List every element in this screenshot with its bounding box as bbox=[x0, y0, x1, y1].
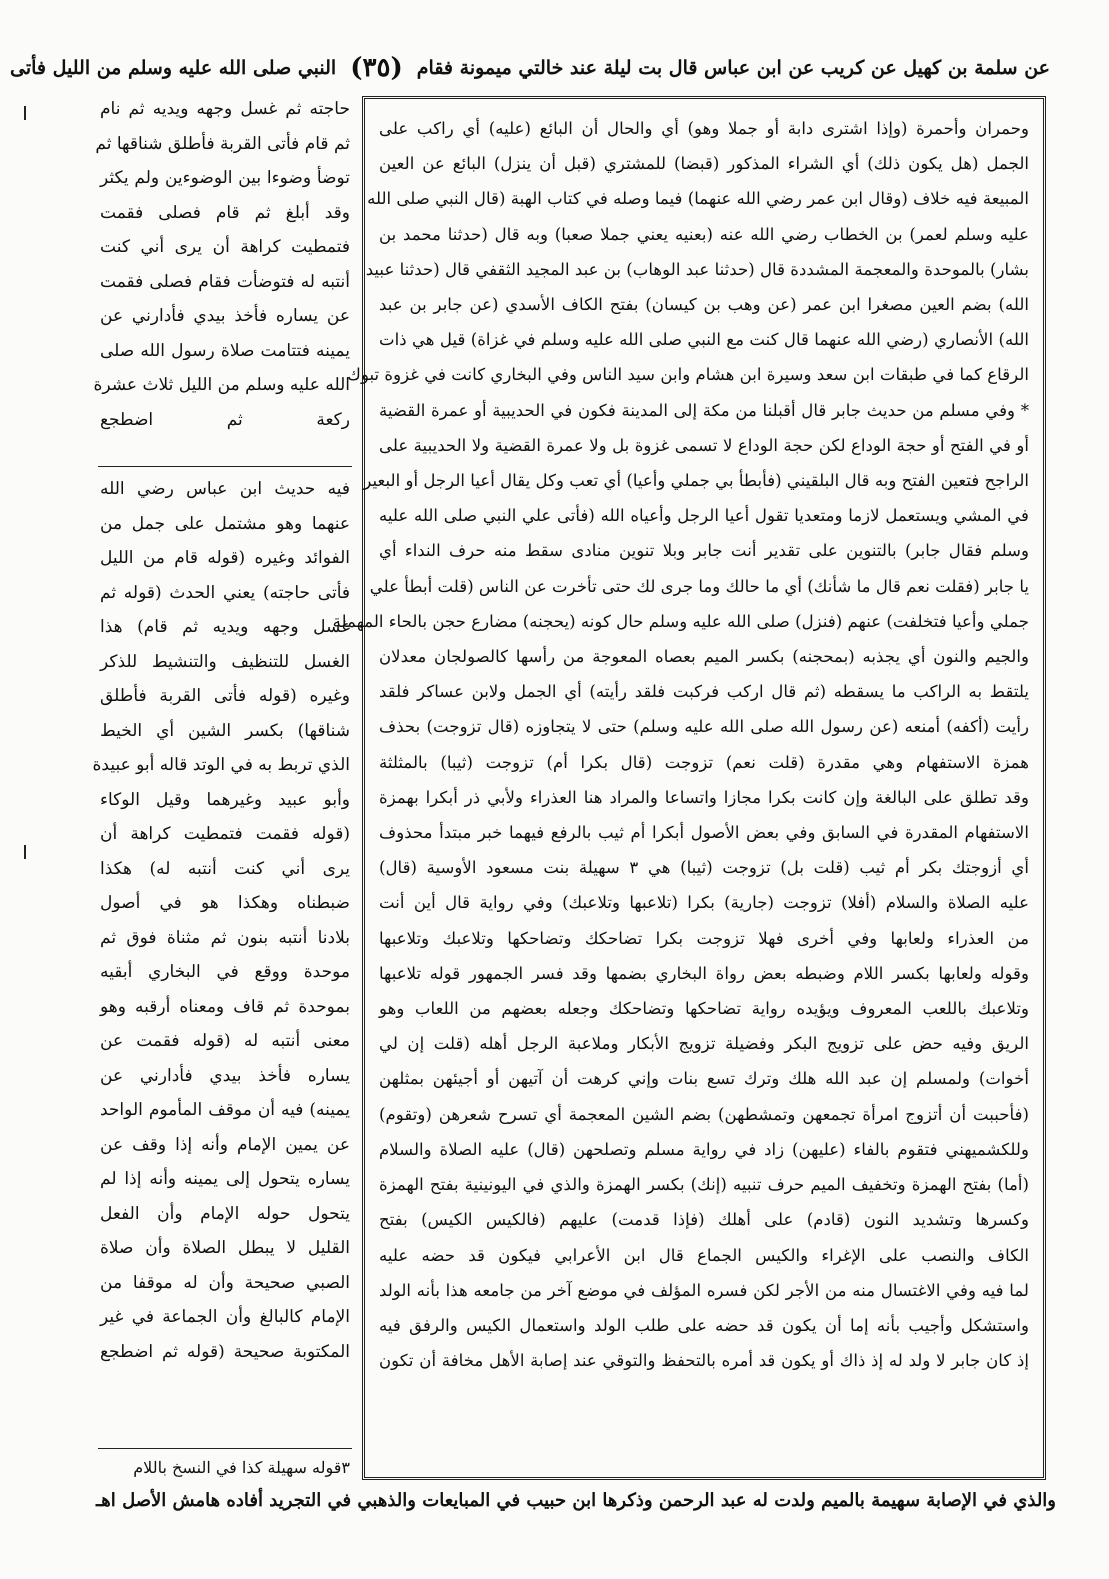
text-line: عن يساره فأخذ بيدي فأدارني عن bbox=[100, 306, 350, 326]
column-divider bbox=[98, 466, 352, 467]
text-line: يساره يتحول إلى يمينه وأنه إذا لم bbox=[100, 1169, 350, 1189]
footnote-divider bbox=[98, 1448, 352, 1449]
footnote: ٣قوله سهيلة كذا في النسخ باللام bbox=[133, 1458, 350, 1477]
text-line: يمينه فتتامت صلاة رسول الله صلى bbox=[100, 340, 350, 361]
text-line: الراجح فتعين الفتح وبه قال البلقيني (فأبطأ بي جملي وأعيا) أي تعب وكل يقال أعيا الرجل أو البعير bbox=[363, 471, 1029, 491]
text-line: أو في الفتح أو حجة الوداع لكن حجة الوداع لا تسمى غزوة بل ولا عمرة القضية ولا الحديبية على bbox=[379, 435, 1029, 455]
text-line: الغسل للتنظيف والتنشيط للذكر bbox=[100, 651, 350, 672]
text-line: الذي تربط به في الوتد قاله أبو عبيدة bbox=[92, 755, 350, 775]
text-line: المكتوبة صحيحة (قوله ثم اضطجع bbox=[100, 1341, 350, 1362]
text-line: الفوائد وغيره (قوله قام من الليل bbox=[100, 548, 350, 568]
text-line: المبيعة فيه خلاف (وقال ابن عمر رضي الله عنهما) فيما وصله في كتاب الهبة (قال النبي صلى الله bbox=[367, 189, 1029, 209]
text-line: واستشكل وأجيب بأنه إما أن يكون قد حضه على طلب الولد واستعمال الكيس والرفق فيه bbox=[379, 1315, 1029, 1335]
text-line: ركعة ثم اضطجع bbox=[100, 409, 350, 430]
text-line: الكاف والنصب على الإغراء والكيس الجماع قال ابن الأعرابي فيكون قد حضه عليه bbox=[379, 1245, 1029, 1265]
text-line: توضأ وضوءا بين الوضوءين ولم يكثر bbox=[100, 168, 350, 188]
main-commentary-text bbox=[332, 111, 1029, 1378]
text-line: وقوله ولعابها بكسر اللام وضبطه بعض رواة البخاري بضمها وقد فسر الجمهور قوله تلاعبها bbox=[379, 963, 1029, 983]
text-line: لما فيه وفي الاغتسال منه من الأجر لكن فسره المؤلف في موضع آخر من جامعه هذا بأنه الولد bbox=[379, 1280, 1029, 1300]
text-line: وسلم فقال جابر) بالتنوين على تقدير أنت جابر وبلا تنوين منادى سقط منه حرف النداء أي bbox=[379, 541, 1029, 561]
text-line: يمينه) فيه أن موقف المأموم الواحد bbox=[100, 1100, 350, 1120]
text-line: الإمام كالبالغ وأن الجماعة في غير bbox=[100, 1307, 350, 1327]
text-line: بلادنا أنتبه بنون ثم مثناة فوق ثم bbox=[100, 927, 350, 948]
text-line: أخوات) ولمسلم إن عبد الله هلك وترك تسع بنات وإني كرهت أن آتيهن أو أجيئهن بمثلهن bbox=[379, 1069, 1029, 1089]
text-line: معنى أنتبه له (قوله فقمت عن bbox=[100, 1031, 350, 1051]
text-line: (قوله فقمت فتمطيت كراهة أن bbox=[100, 824, 350, 844]
text-line: وللكشميهني فتقوم بالفاء (عليهن) زاد في رواية مسلم وتصلحهن (قال) عليه الصلاة والسلام bbox=[379, 1139, 1029, 1159]
text-line: يلتقط به الراكب ما يسقطه (ثم قال اركب فركبت فلقد رأيته) أي الجمل ولابن عساكر فلقد bbox=[379, 682, 1029, 702]
text-line: والجيم والنون أي يجذبه (بمحجنه) بكسر الميم بعصاه المعوجة من رأسها كالصولجان معدلان bbox=[379, 647, 1029, 667]
text-line: الله) الأنصاري (رضي الله عنهما قال كنت مع النبي صلى الله عليه وسلم في غزاة) قيل هي ذات bbox=[379, 330, 1029, 350]
text-line: حاجته ثم غسل وجهه ويديه ثم نام bbox=[100, 99, 350, 119]
text-line: الاستفهام المقدرة في السابق وفي بعض الأصول أبكرا أم ثيب بالرفع فيهما خبر مبتدأ محذوف bbox=[379, 823, 1029, 843]
text-line: إذ كان جابر لا ولد له إذ ذاك أو يكون قد أمره بالتحفظ والتوقي عند إصابة الأهل مخافة أن تكون bbox=[379, 1351, 1029, 1371]
text-line: وقد أبلغ ثم قام فصلى فقمت bbox=[100, 202, 350, 223]
text-line: عنهما وهو مشتمل على جمل من bbox=[100, 513, 350, 534]
text-line: عليه الصلاة والسلام (أفلا) تزوجت (جارية) بكرا (تلاعبها وتلاعبك) وفي رواية قال أين أنت bbox=[379, 893, 1029, 913]
text-line: فأتى حاجته) يعني الحدث (قوله ثم bbox=[100, 582, 350, 603]
text-line: يتحول حوله الإمام وأن الفعل bbox=[100, 1203, 350, 1224]
main-commentary-frame bbox=[332, 96, 1046, 1480]
hadith-text-column bbox=[93, 92, 350, 460]
text-line: * وفي مسلم من حديث جابر قال أقبلنا من مكة إلى المدينة فكون في الحديبية أو عمرة القضية bbox=[379, 400, 1029, 420]
side-commentary-column bbox=[92, 472, 350, 1457]
text-line: أي أزوجتك بكر أم ثيب (قلت بل) تزوجت (ثيبا) هي ٣ سهيلة بنت مسعود الأوسية (قال) bbox=[379, 858, 1029, 878]
text-line: (فأحببت أن أتزوج امرأة تجمعهن وتمشطهن) بضم الشين المعجمة أي تسرح شعرهن (وتقوم) bbox=[379, 1104, 1029, 1124]
text-line: وأبو عبيد وغيرهما وقيل الوكاء bbox=[100, 789, 350, 810]
text-line: عن يمين الإمام وأنه إذا وقف عن bbox=[100, 1134, 350, 1155]
text-line: في المشي ويستعمل لازما ومتعديا تقول أعيا الرجل وأعياه الله (فأتى علي النبي صلى الله عليه bbox=[379, 506, 1029, 526]
text-line: ضبطناه وهكذا هو في أصول bbox=[100, 893, 350, 913]
text-line: الجمل (هل يكون ذلك) أي الشراء المذكور (قبضا) للمشتري (قبل أن ينزل) البائع عن العين bbox=[379, 154, 1029, 174]
text-line: الرقاع كما في طبقات ابن سعد وسيرة ابن هشام وابن سيد الناس وفي البخاري كانت في غزوة تبوك bbox=[347, 365, 1029, 385]
text-line: بشار) بالموحدة والمعجمة المشددة قال (حدثنا عبد الوهاب) بن عبد المجيد الثقفي قال (حدثنا عبيد bbox=[365, 259, 1029, 279]
text-line: وغيره (قوله فأتى القربة فأطلق bbox=[100, 686, 350, 706]
text-line: فيه حديث ابن عباس رضي الله bbox=[100, 479, 350, 499]
running-header bbox=[10, 46, 1050, 90]
text-line: الله) بضم العين مصغرا ابن عمر (عن وهب بن كيسان) بفتح الكاف الأسدي (عن جابر بن عبد bbox=[379, 295, 1029, 315]
margin-note-line: والذي في الإصابة سهيمة بالميم ولدت له عبد الرحمن وذكرها ابن حبيب في المبايعات والذهبي في التجريد أفاده هامش الأصل اهـ bbox=[96, 1490, 1056, 1511]
text-line: القليل لا يبطل الصلاة وأن صلاة bbox=[100, 1238, 350, 1258]
header-right-text: عن سلمة بن كهيل عن كريب عن ابن عباس قال بت ليلة عند خالتي ميمونة فقام bbox=[416, 57, 1050, 79]
text-line: وحمران وأحمرة (وإذا اشترى دابة أو جملا وهو) أي والحال أن البائع (عليه) أي راكب على bbox=[379, 119, 1029, 138]
text-line: يا جابر (فقلت نعم قال ما شأنك) أي ما حالك وما جرى لك حتى تأخرت عن الناس (قلت أبطأ علي bbox=[369, 576, 1029, 596]
text-line: الله عليه وسلم من الليل ثلاث عشرة bbox=[93, 375, 350, 395]
text-line: يرى أني كنت أنتبه له) هكذا bbox=[100, 858, 350, 879]
text-line: رأيت (أكفه) أمنعه (عن رسول الله صلى الله عليه وسلم) حتى لا يتجاوزه (قال تزوجت) بحذف bbox=[379, 717, 1029, 737]
text-line: ثم قام فأتى القربة فأطلق شناقها ثم bbox=[95, 133, 350, 154]
text-line: من العذراء ولعابها وفي أخرى فهلا تزوجت بكرا تضاحكك وتضاحكها وتلاعبك وتلاعبها bbox=[379, 928, 1029, 948]
text-line: وتلاعبك باللعب المعروف ويؤيده رواية تضاحكها وتضاحكك وجعله بعضهم من اللعاب وهو bbox=[379, 999, 1029, 1019]
text-line: همزة الاستفهام وهي مقدرة (قلت نعم) تزوجت (قال بكرا أم) تزوجت (ثيبا) بالمثلثة bbox=[379, 752, 1029, 772]
text-line: موحدة ووقع في البخاري أبقيه bbox=[100, 962, 350, 982]
text-line: أنتبه له فتوضأت فقام فصلى فقمت bbox=[100, 271, 350, 292]
margin-mark bbox=[24, 106, 26, 120]
text-line: الريق وفيه حض على تزويج البكر وفضيلة تزويج الأبكار وملاعبة الرجل أهله (قلت إن لي bbox=[379, 1034, 1029, 1054]
text-line: شناقها) بكسر الشين أي الخيط bbox=[100, 720, 350, 741]
text-line: وكسرها وتشديد النون (قادم) على أهلك (فإذا قدمت) عليهم (فالكيس الكيس) بفتح bbox=[379, 1210, 1029, 1230]
text-line: بموحدة ثم قاف ومعناه أرقبه وهو bbox=[100, 996, 350, 1017]
margin-mark bbox=[24, 845, 26, 859]
text-line: وقد تطلق على البالغة وإن كانت بكرا مجازا واتساعا والمراد هنا العذراء ولأبي ذر أبكرا بهمزة bbox=[379, 787, 1029, 807]
text-line: فتمطيت كراهة أن يرى أني كنت bbox=[100, 237, 350, 257]
page-number: (٣٥) bbox=[350, 53, 403, 83]
text-line: يساره فأخذ بيدي فأدارني عن bbox=[100, 1065, 350, 1086]
text-line: عليه وسلم لعمر) بن الخطاب رضي الله عنه (بعنيه يعني جملا صعبا) وبه قال (حدثنا محمد بن bbox=[379, 224, 1029, 244]
text-line: جملي وأعيا فتخلفت) عنهم (فنزل) صلى الله عليه وسلم حال كونه (يحجنه) مضارع حجن بالحاء المهملة bbox=[332, 611, 1029, 631]
text-line: الصبي صحيحة وأن له موقفا من bbox=[100, 1272, 350, 1293]
text-line: (أما) بفتح الهمزة وتخفيف الميم حرف تنبيه (إنك) بكسر الهمزة والذي في اليونينية بفتح الهمزة bbox=[379, 1175, 1029, 1195]
header-left-text: النبي صلى الله عليه وسلم من الليل فأتى bbox=[10, 57, 337, 79]
text-line: غسل وجهه ويديه ثم قام) هذا bbox=[100, 617, 350, 637]
